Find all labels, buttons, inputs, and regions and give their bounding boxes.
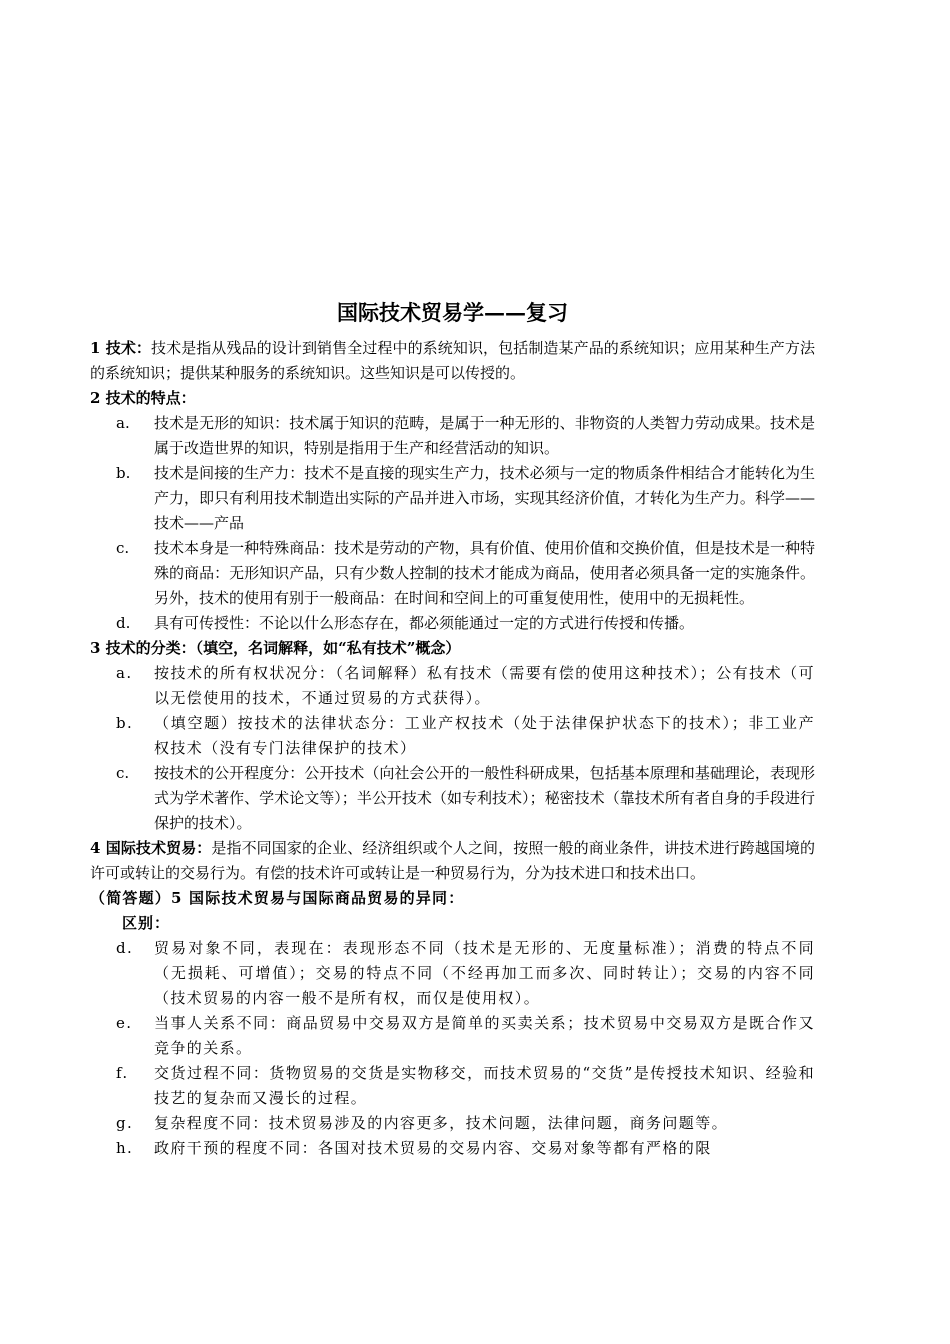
list-item-text: 政府干预的程度不同：各国对技术贸易的交易内容、交易对象等都有严格的限	[154, 1139, 712, 1157]
list-marker: e.	[116, 1014, 133, 1032]
list-marker: b.	[116, 714, 134, 732]
list-item-text: 具有可传授性：不论以什么形态存在，都必须能通过一定的方式进行传授和传播。	[154, 614, 695, 632]
list-marker: a.	[116, 414, 130, 432]
list-item-text: 复杂程度不同：技术贸易涉及的内容更多，技术问题，法律问题，商务问题等。	[154, 1114, 729, 1132]
list-item	[90, 611, 815, 636]
section-4	[90, 836, 815, 886]
section-1-term: 1 技术：	[90, 339, 152, 357]
list-item-text: 按技术的所有权状况分：（名词解释）私有技术（需要有偿的使用这种技术）；公有技术（可以无偿使用的技术，不通过贸易的方式获得）。	[154, 664, 815, 707]
list-item	[90, 711, 815, 761]
section-3-heading: 3 技术的分类：（填空，名词解释，如“私有技术”概念）	[90, 639, 461, 657]
list-item	[90, 661, 815, 711]
list-marker: g.	[116, 1114, 134, 1132]
list-item-text: （填空题）按技术的法律状态分：工业产权技术（处于法律保护状态下的技术）；非工业产权技术（没有专门法律保护的技术）	[154, 714, 815, 757]
list-marker: d.	[116, 614, 131, 632]
section-3-list	[90, 661, 815, 836]
list-item-text: 技术本身是一种特殊商品：技术是劳动的产物，具有价值、使用价值和交换价值，但是技术是一种特殊的商品：无形知识产品，只有少数人控制的技术才能成为商品，使用者必须具备一定的实施条件。另外，技术的使用有别于一般商品：在时间和空间上的可重复使用性，使用中的无损耗性。	[154, 539, 815, 607]
list-marker: c.	[116, 764, 130, 782]
list-item-text: 技术是无形的知识：技术属于知识的范畴，是属于一种无形的、非物资的人类智力劳动成果。技术是属于改造世界的知识，特别是指用于生产和经营活动的知识。	[154, 414, 815, 457]
list-item-text: 按技术的公开程度分：公开技术（向社会公开的一般性科研成果，包括基本原理和基础理论，表现形式为学术著作、学术论文等）；半公开技术（如专利技术）；秘密技术（靠技术所有者自身的手段进行保护的技术）。	[154, 764, 815, 832]
list-marker: f.	[116, 1064, 129, 1082]
list-marker: c.	[116, 539, 130, 557]
document-page	[90, 298, 815, 1161]
section-2-list	[90, 411, 815, 636]
list-item	[90, 461, 815, 536]
section-5-list	[90, 936, 815, 1161]
list-item	[90, 1111, 815, 1136]
list-item-text: 当事人关系不同：商品贸易中交易双方是简单的买卖关系；技术贸易中交易双方是既合作又竞争的关系。	[154, 1014, 815, 1057]
section-5-heading: （简答题）5 国际技术贸易与国际商品贸易的异同：	[90, 889, 465, 907]
list-marker: h.	[116, 1139, 134, 1157]
list-item	[90, 936, 815, 1011]
list-item	[90, 536, 815, 611]
list-item	[90, 761, 815, 836]
list-marker: b.	[116, 464, 131, 482]
list-item-text: 交货过程不同：货物贸易的交货是实物移交，而技术贸易的“交货”是传授技术知识、经验和技艺的复杂而又漫长的过程。	[154, 1064, 815, 1107]
list-item	[90, 1061, 815, 1111]
list-marker: a.	[116, 664, 133, 682]
list-item	[90, 1011, 815, 1061]
list-item	[90, 411, 815, 461]
section-5-subheading: 区别：	[122, 914, 171, 932]
section-2-heading: 2 技术的特点：	[90, 389, 196, 407]
list-item-text: 贸易对象不同，表现在：表现形态不同（技术是无形的、无度量标准）；消费的特点不同（无损耗、可增值）；交易的特点不同（不经再加工而多次、同时转让）；交易的内容不同（技术贸易的内容一般不是所有权，而仅是使用权）。	[154, 939, 815, 1007]
section-4-text: 是指不同国家的企业、经济组织或个人之间，按照一般的商业条件，讲技术进行跨越国境的许可或转让的交易行为。有偿的技术许可或转让是一种贸易行为，分为技术进口和技术出口。	[90, 839, 815, 882]
section-1	[90, 336, 815, 386]
list-marker: d.	[116, 939, 134, 957]
list-item	[90, 1136, 815, 1161]
document-title: 国际技术贸易学——复习	[337, 300, 568, 325]
section-1-text: 技术是指从残品的设计到销售全过程中的系统知识，包括制造某产品的系统知识；应用某种生产方法的系统知识；提供某种服务的系统知识。这些知识是可以传授的。	[90, 339, 815, 382]
section-4-term: 4 国际技术贸易：	[90, 839, 212, 857]
list-item-text: 技术是间接的生产力：技术不是直接的现实生产力，技术必须与一定的物质条件相结合才能转化为生产力，即只有利用技术制造出实际的产品并进入市场，实现其经济价值，才转化为生产力。科学——技术——产品	[154, 464, 815, 532]
